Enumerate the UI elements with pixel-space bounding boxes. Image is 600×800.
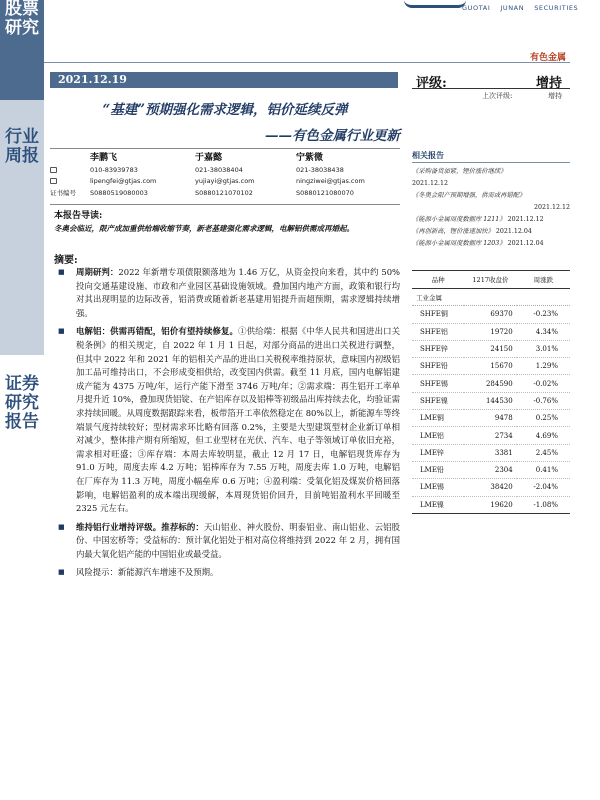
analyst-divider bbox=[50, 204, 400, 205]
company-logo-text: GUOTAI JUNAN SECURITIES bbox=[462, 4, 579, 12]
close-price-cell: 38420 bbox=[464, 479, 516, 496]
weekly-change-cell: 0.25% bbox=[517, 410, 570, 427]
table-header-row bbox=[412, 271, 570, 289]
weekly-change-cell: 4.69% bbox=[517, 427, 570, 444]
bullet-risk: ■ 风险提示：新能源汽车增速不及预期。 bbox=[54, 566, 400, 580]
commodity-cell: LME锡 bbox=[412, 479, 464, 496]
related-reports-list bbox=[412, 166, 570, 250]
close-price-cell: 144530 bbox=[464, 392, 516, 409]
previous-rating-value: 增持 bbox=[548, 92, 562, 100]
company-logo bbox=[404, 0, 466, 8]
weekly-change-cell: -1.08% bbox=[517, 496, 570, 513]
table-row bbox=[412, 461, 570, 478]
close-price-cell: 3381 bbox=[464, 444, 516, 461]
table-row bbox=[412, 340, 570, 357]
table-row bbox=[412, 306, 570, 323]
analyst-card bbox=[195, 153, 255, 199]
report-title: “基建”预期强化需求逻辑，铝价延续反弹 bbox=[102, 102, 348, 118]
bullet-cycle: ■ 周期研判：2022 年新增专项债限额落地为 1.46 万亿，从资金投向来看，其中约 50%投向交通基建设施、市政和产业园区基础设施领域。叠加国内地产方面，政策和银行均对其出现明显的边际改善，铝消费或随着新老基建用铝提升而超预期，需求逻辑持续增强。 bbox=[54, 266, 400, 320]
commodity-cell: SHFE镍 bbox=[412, 392, 464, 409]
weekly-change-cell: -0.02% bbox=[517, 375, 570, 392]
weekly-change-cell: 3.01% bbox=[517, 340, 570, 357]
commodity-cell: SHFE锡 bbox=[412, 375, 464, 392]
related-report-item[interactable]: 《再创新高，锂价涨速加快》 2021.12.04 bbox=[412, 228, 532, 235]
table-row bbox=[412, 392, 570, 409]
analyst-block bbox=[50, 148, 400, 204]
table-row bbox=[412, 410, 570, 427]
abstract-bullets bbox=[54, 266, 400, 585]
band-label-stock-research: 股票研究 bbox=[5, 0, 39, 38]
column-header: 品种 bbox=[412, 271, 464, 289]
analyst-name: 于嘉懿 bbox=[195, 153, 223, 163]
commodity-cell: LME铜 bbox=[412, 410, 464, 427]
analyst-row-labels bbox=[50, 153, 76, 199]
analyst-email[interactable]: yujiayi@gtjas.com bbox=[195, 177, 255, 185]
analyst-email[interactable]: lipengfei@gtjas.com bbox=[90, 177, 157, 185]
related-reports-title: 相关报告 bbox=[412, 150, 444, 160]
close-price-cell: 9478 bbox=[464, 410, 516, 427]
analyst-phone: 021-38038438 bbox=[296, 165, 344, 174]
analyst-name: 宁紫微 bbox=[296, 153, 324, 163]
header-divider bbox=[44, 62, 570, 63]
close-price-cell: 2304 bbox=[464, 461, 516, 478]
table-row bbox=[412, 358, 570, 375]
close-price-cell: 2734 bbox=[464, 427, 516, 444]
analyst-cert: S0880519080003 bbox=[90, 188, 148, 197]
close-price-cell: 69370 bbox=[464, 306, 516, 323]
table-row bbox=[412, 496, 570, 513]
related-report-item[interactable]: 《采购备货加紧，锂价涨价继续》 2021.12.12 bbox=[412, 168, 507, 187]
related-report-item[interactable]: 《冬奥会限产预期增强，供需或再错配》 2021.12.12 bbox=[412, 192, 570, 211]
report-subtitle: ——有色金属行业更新 bbox=[265, 128, 400, 144]
analyst-card bbox=[296, 153, 365, 199]
price-table bbox=[412, 270, 570, 514]
analyst-card bbox=[90, 153, 156, 199]
table-row bbox=[412, 323, 570, 340]
analyst-cert: S0880121080070 bbox=[296, 188, 354, 197]
commodity-cell: SHFE铝 bbox=[412, 323, 464, 340]
weekly-change-cell: 4.34% bbox=[517, 323, 570, 340]
band-label-securities-report: 证券研究报告 bbox=[5, 374, 39, 432]
left-band bbox=[0, 0, 44, 800]
band-label-weekly: 行业周报 bbox=[5, 127, 39, 166]
commodity-cell: LME镍 bbox=[412, 496, 464, 513]
guide-title: 本报告导读: bbox=[54, 211, 103, 221]
analyst-name: 李鹏飞 bbox=[90, 153, 118, 163]
bullet-aluminum: ■ 电解铝：供需再错配，铝价有望持续修复。①供给端：根据《中华人民共和国进出口关税条例》的相关规定，自 2022 年 1 月 1 日起，对部分商品的进出口关税进行调整，但其中 2022 年和 2021 年的铝相关产品的进出口关税税率维持原状，意味国内初级铝加工品可维持出口，不会形成变相供给，改变国内供需。截至 11 月底，国内电解铝建成产能为 4375 万吨/年，运行产能下滑至 3746 万吨/年；②需求端：再生铝开工率单月提升近 10%，叠加现货铝锭、在产铝库存以及铝棒等初级品出库持续去化，均验证需求持续回暖。从周度数据跟踪来看，板带箔开工率依然稳定在 80%以上，新能源车等终端景气度持续较好；型材需求环比略有回落 0.2%，主要是大型建筑型材企业新订单相对减少，整体排产期有所缩短，但工业型材在光伏、汽车、电子等领域订单依旧充裕，需求相对旺盛；③库存端：本周去库较明显，截止 12 月 17 日，电解铝现货库存为 91.0 万吨，周度去库 4.2 万吨；铝棒库存为 7.55 万吨，周度去库 1.0 万吨，电解铝在厂库存为 11.3 万吨，周度小幅垒库 0.6 万吨；④盈利端：受氧化铝及煤炭价格回落影响，电解铝盈利的成本端出现缓解，本周现货铝价回升，目前吨铝盈利水平回暖至 2325 元左右。 bbox=[54, 325, 400, 515]
rating-value: 增持 bbox=[535, 76, 562, 91]
analyst-email[interactable]: ningziwei@gtjas.com bbox=[296, 177, 365, 185]
previous-rating-label: 上次评级: bbox=[482, 92, 513, 100]
analyst-phone: 021-38038404 bbox=[195, 165, 243, 174]
rating-label: 评级: bbox=[416, 76, 447, 91]
column-header: 1217收盘价 bbox=[464, 271, 516, 289]
analyst-cert: S0880121070102 bbox=[195, 188, 253, 197]
table-row bbox=[412, 444, 570, 461]
weekly-change-cell: 1.29% bbox=[517, 358, 570, 375]
phone-icon bbox=[50, 167, 57, 173]
commodity-cell: LME铝 bbox=[412, 427, 464, 444]
weekly-change-cell: -2.04% bbox=[517, 479, 570, 496]
abstract-title: 摘要: bbox=[54, 255, 78, 266]
related-report-item[interactable]: 《能源小金属周度数据库 1203》 2021.12.04 bbox=[412, 240, 544, 247]
close-price-cell: 24150 bbox=[464, 340, 516, 357]
analyst-phone: 010-83939783 bbox=[90, 165, 138, 174]
bullet-rating: ■ 维持铝行业增持评级。推荐标的：天山铝业、神火股份、明泰铝业、南山铝业、云铝股份、中国宏桥等；受益标的：预计氧化铝处于相对高位将维持到 2022 年 2 月，拥有国内最大氧化铝产能的中国铝业或最受益。 bbox=[54, 521, 400, 562]
commodity-cell: LME锌 bbox=[412, 444, 464, 461]
commodity-cell: SHFE铜 bbox=[412, 306, 464, 323]
table-row bbox=[412, 427, 570, 444]
commodity-cell: SHFE锌 bbox=[412, 340, 464, 357]
email-icon bbox=[50, 178, 57, 184]
guide-body: 冬奥会临近，限产成加重供给端收缩节奏，新老基建强化需求逻辑，电解铝供需成再婚起。 bbox=[54, 224, 354, 233]
related-divider bbox=[412, 162, 570, 163]
industry-tag: 有色金属 bbox=[529, 53, 566, 63]
table-row bbox=[412, 479, 570, 496]
close-price-cell: 19620 bbox=[464, 496, 516, 513]
weekly-change-cell: 0.41% bbox=[517, 461, 570, 478]
weekly-change-cell: -0.23% bbox=[517, 306, 570, 323]
related-report-item[interactable]: 《能源小金属周度数据库 1211》 2021.12.12 bbox=[412, 216, 544, 223]
commodity-cell: SHFE铅 bbox=[412, 358, 464, 375]
weekly-change-cell: 2.45% bbox=[517, 444, 570, 461]
close-price-cell: 284590 bbox=[464, 375, 516, 392]
weekly-change-cell: -0.76% bbox=[517, 392, 570, 409]
table-group-row: 工业金属 bbox=[412, 289, 570, 306]
commodity-cell: LME铅 bbox=[412, 461, 464, 478]
cert-label: 证书编号 bbox=[50, 188, 76, 197]
close-price-cell: 15670 bbox=[464, 358, 516, 375]
report-date-bar bbox=[50, 72, 398, 88]
column-header: 周涨跌 bbox=[517, 271, 570, 289]
rating-divider bbox=[412, 88, 570, 89]
report-date: 2021.12.19 bbox=[58, 73, 127, 86]
table-row bbox=[412, 375, 570, 392]
close-price-cell: 19720 bbox=[464, 323, 516, 340]
